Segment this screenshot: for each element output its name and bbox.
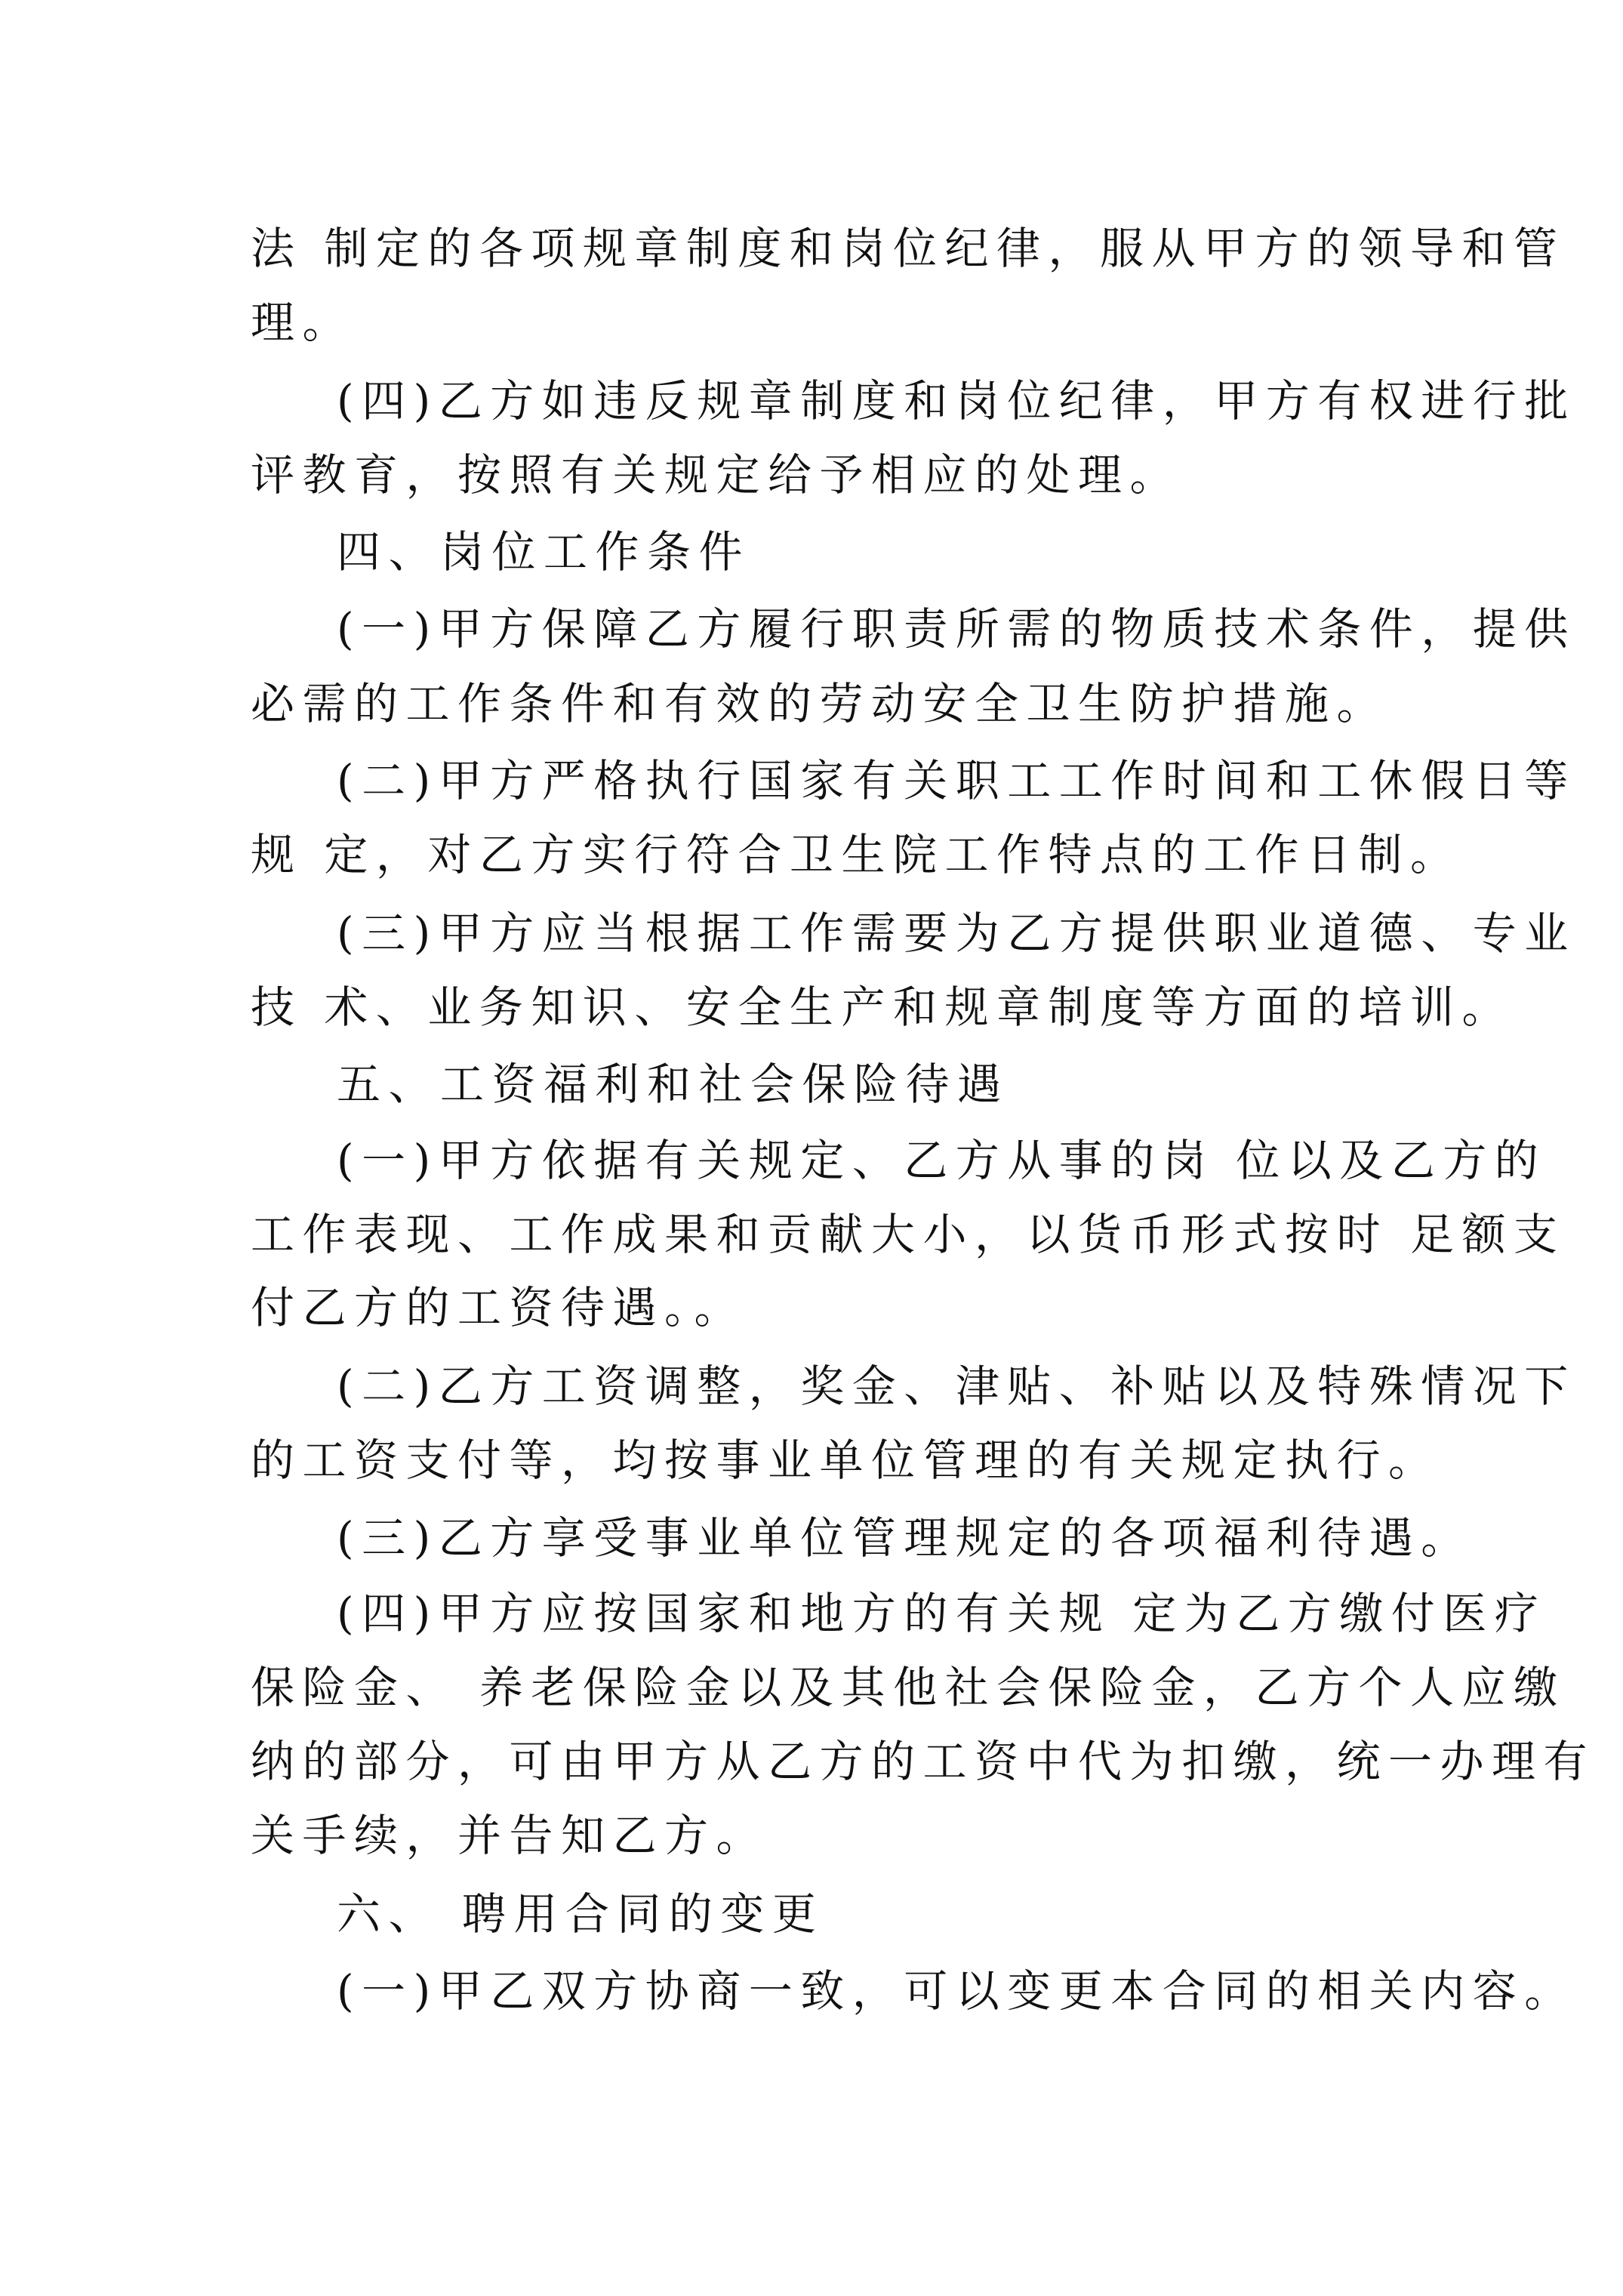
paragraph-line: (二)乙方工资调整，奖金、津贴、补贴以及特殊情况下 (337, 1361, 1576, 1412)
paragraph-line: (四)乙方如违反规章制度和岗位纪律，甲方有权进行批 (337, 375, 1576, 427)
paragraph-line: (四)甲方应按国家和地方的有关规 定为乙方缴付医疗 (337, 1588, 1547, 1639)
text-line: 必需的工作条件和有效的劳动安全卫生防护措施。 (251, 678, 1389, 729)
paragraph-line: (一)甲方依据有关规定、乙方从事的岗 位以及乙方的 (337, 1135, 1547, 1186)
section-heading: 五、工资福利和社会保险待遇 (337, 1059, 1009, 1110)
section-heading: 六、 聘用合同的变更 (337, 1888, 824, 1940)
text-line: 评教育，按照有关规定给予相应的处理。 (251, 449, 1182, 501)
paragraph-line: (三)甲方应当根据工作需要为乙方提供职业道德、专业 (337, 908, 1576, 959)
paragraph-line: (三)乙方享受事业单位管理规定的各项福利待遇。 (337, 1512, 1473, 1564)
text-line: 理。 (251, 297, 355, 348)
text-line: 付乙方的工资待遇。。 (251, 1282, 747, 1333)
text-line: 关手续，并告知乙方。 (251, 1810, 768, 1861)
paragraph-line: (一)甲乙双方协商一致，可以变更本合同的相关内容。 (337, 1965, 1576, 2017)
text-line: 法 制定的各项规章制度和岗位纪律，服从甲方的领导和管 (251, 223, 1566, 274)
text-line: 技 术、业务知识、安全生产和规章制度等方面的培训。 (251, 982, 1514, 1033)
paragraph-line: (二)甲方严格执行国家有关职工工作时间和工休假日等 (337, 755, 1576, 806)
text-line: 的工资支付等，均按事业单位管理的有关规定执行。 (251, 1435, 1440, 1486)
paragraph-line: (一)甲方保障乙方履行职责所需的物质技术条件，提供 (337, 603, 1576, 655)
text-line: 规 定，对乙方实行符合卫生院工作特点的工作日制。 (251, 829, 1462, 880)
text-line: 保险金、 养老保险金以及其他社会保险金，乙方个人应缴 (251, 1662, 1566, 1713)
text-line: 纳的部分，可由甲方从乙方的工资中代为扣缴，统一办理有 (251, 1736, 1596, 1787)
section-heading: 四、岗位工作条件 (337, 526, 751, 578)
text-line: 工作表现、工作成果和贡献大小，以货币形式按时 足额支 (251, 1209, 1566, 1260)
